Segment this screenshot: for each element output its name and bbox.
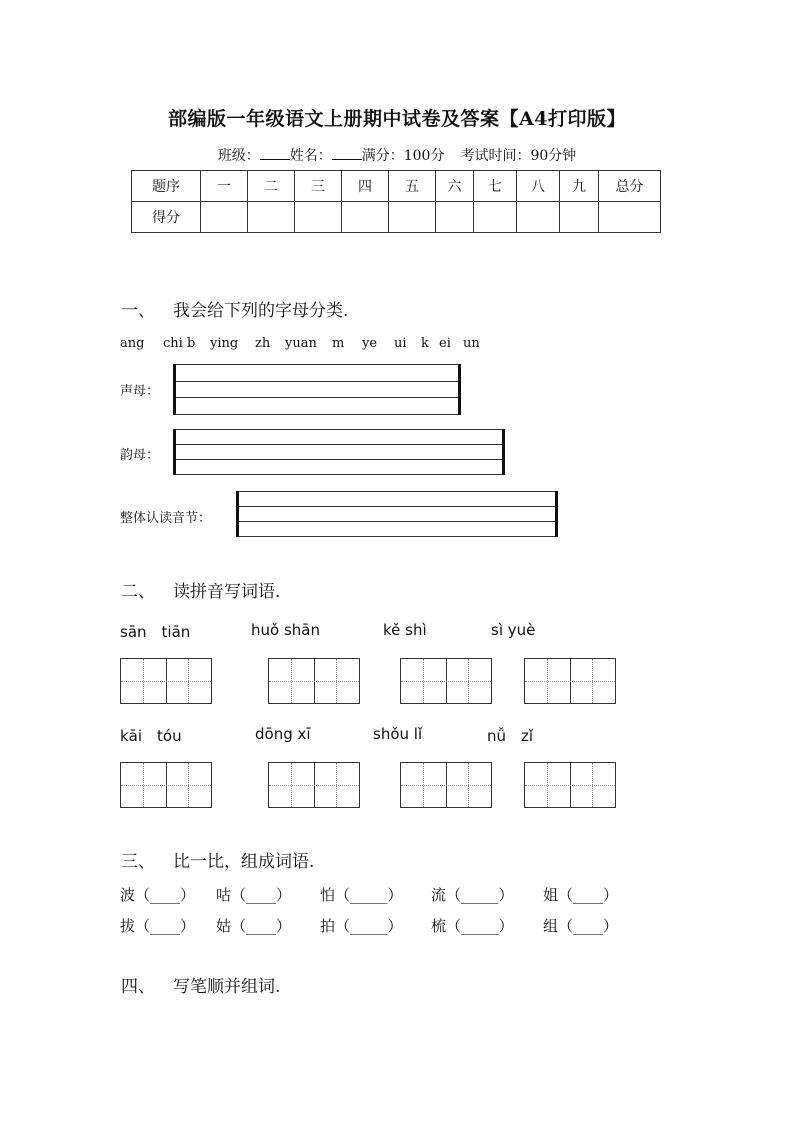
score-table-header-row [132,171,661,202]
exam-info [0,145,794,165]
section3-heading [121,847,314,872]
letter-item: b [187,336,196,351]
pinyin-word: sān tiān [120,623,191,641]
name-blank[interactable] [332,147,362,160]
whole-syllable-label: 整体认读音节： [120,511,212,526]
score-header-cell: 四 [342,171,389,202]
writing-grid[interactable] [400,658,492,704]
section1-number: 一、 [121,301,155,321]
section1-heading [121,296,348,321]
page-title: 部编版一年级语文上册期中试卷及答案【A4打印版】 [168,108,626,130]
score-header-cell: 二 [248,171,295,202]
pinyin-word: huǒ shān [251,621,320,639]
score-cell[interactable] [517,202,560,233]
compare-item: 梳（_____） [431,917,514,935]
score-header-cell: 题序 [132,171,201,202]
score-header-cell: 一 [201,171,248,202]
letter-item: chi [163,336,183,351]
score-header-cell: 总分 [599,171,661,202]
letter-item: yuan [285,336,317,351]
whole-syllable-writing-lines[interactable] [236,491,558,537]
letter-item: un [463,336,480,351]
compare-item: 流（_____） [431,886,514,904]
writing-grid[interactable] [268,762,360,808]
compare-item: 咕（____） [216,886,292,904]
section4-number: 四、 [121,977,155,997]
score-header-cell: 五 [389,171,436,202]
writing-grid[interactable] [120,762,212,808]
compare-item: 拔（____） [120,917,196,935]
letter-item: ei [439,336,451,351]
finals-writing-lines[interactable] [173,429,505,475]
writing-grid[interactable] [120,658,212,704]
compare-item: 姐（____） [543,886,619,904]
finals-label: 韵母： [120,448,160,463]
score-table-score-row [132,202,661,233]
class-label: 班级： [217,148,260,164]
letter-item: m [332,336,345,351]
letter-item: ying [210,336,239,351]
compare-item: 拍（_____） [320,917,403,935]
pinyin-word: sì yuè [491,621,536,639]
pinyin-word: kě shì [383,621,427,639]
compare-item: 组（____） [543,917,619,935]
score-cell[interactable] [560,202,599,233]
score-header-cell: 六 [436,171,474,202]
pinyin-word: nǚ zǐ [487,727,534,745]
section4-heading [121,972,280,997]
section2-number: 二、 [121,582,155,602]
section4-title: 写笔顺并组词. [173,977,281,997]
exam-time: 考试时间：90分钟 [460,148,577,164]
score-cell[interactable] [295,202,342,233]
score-header-cell: 九 [560,171,599,202]
score-header-cell: 八 [517,171,560,202]
writing-grid[interactable] [400,762,492,808]
writing-grid[interactable] [268,658,360,704]
score-row-label: 得分 [132,202,201,233]
score-cell[interactable] [474,202,517,233]
pinyin-word: kāi tóu [120,727,182,745]
section3-number: 三、 [121,852,155,872]
initials-writing-lines[interactable] [173,364,461,415]
score-header-cell: 七 [474,171,517,202]
compare-item: 怕（_____） [320,886,403,904]
pinyin-word: dōng xī [255,725,311,743]
score-cell[interactable] [389,202,436,233]
score-table [131,170,661,233]
class-blank[interactable] [260,147,290,160]
writing-grid[interactable] [524,658,616,704]
section2-title: 读拼音写词语. [173,582,281,602]
writing-grid[interactable] [524,762,616,808]
name-label: 姓名： [289,148,332,164]
section3-title: 比一比，组成词语. [173,852,315,872]
score-cell[interactable] [201,202,248,233]
section1-title: 我会给下列的字母分类. [173,301,349,321]
score-header-cell: 三 [295,171,342,202]
score-cell[interactable] [599,202,661,233]
section2-heading [121,577,280,602]
letter-item: ye [362,336,378,351]
full-score: 满分：100分 [361,148,445,164]
score-cell[interactable] [342,202,389,233]
letter-item: ang [120,336,145,351]
letter-item: ui [394,336,407,351]
score-cell[interactable] [436,202,474,233]
compare-item: 波（____） [120,886,196,904]
score-cell[interactable] [248,202,295,233]
letter-item: k [421,336,429,351]
letter-item: zh [255,336,271,351]
pinyin-word: shǒu lǐ [373,725,423,743]
compare-item: 姑（____） [216,917,292,935]
initials-label: 声母： [120,384,160,399]
